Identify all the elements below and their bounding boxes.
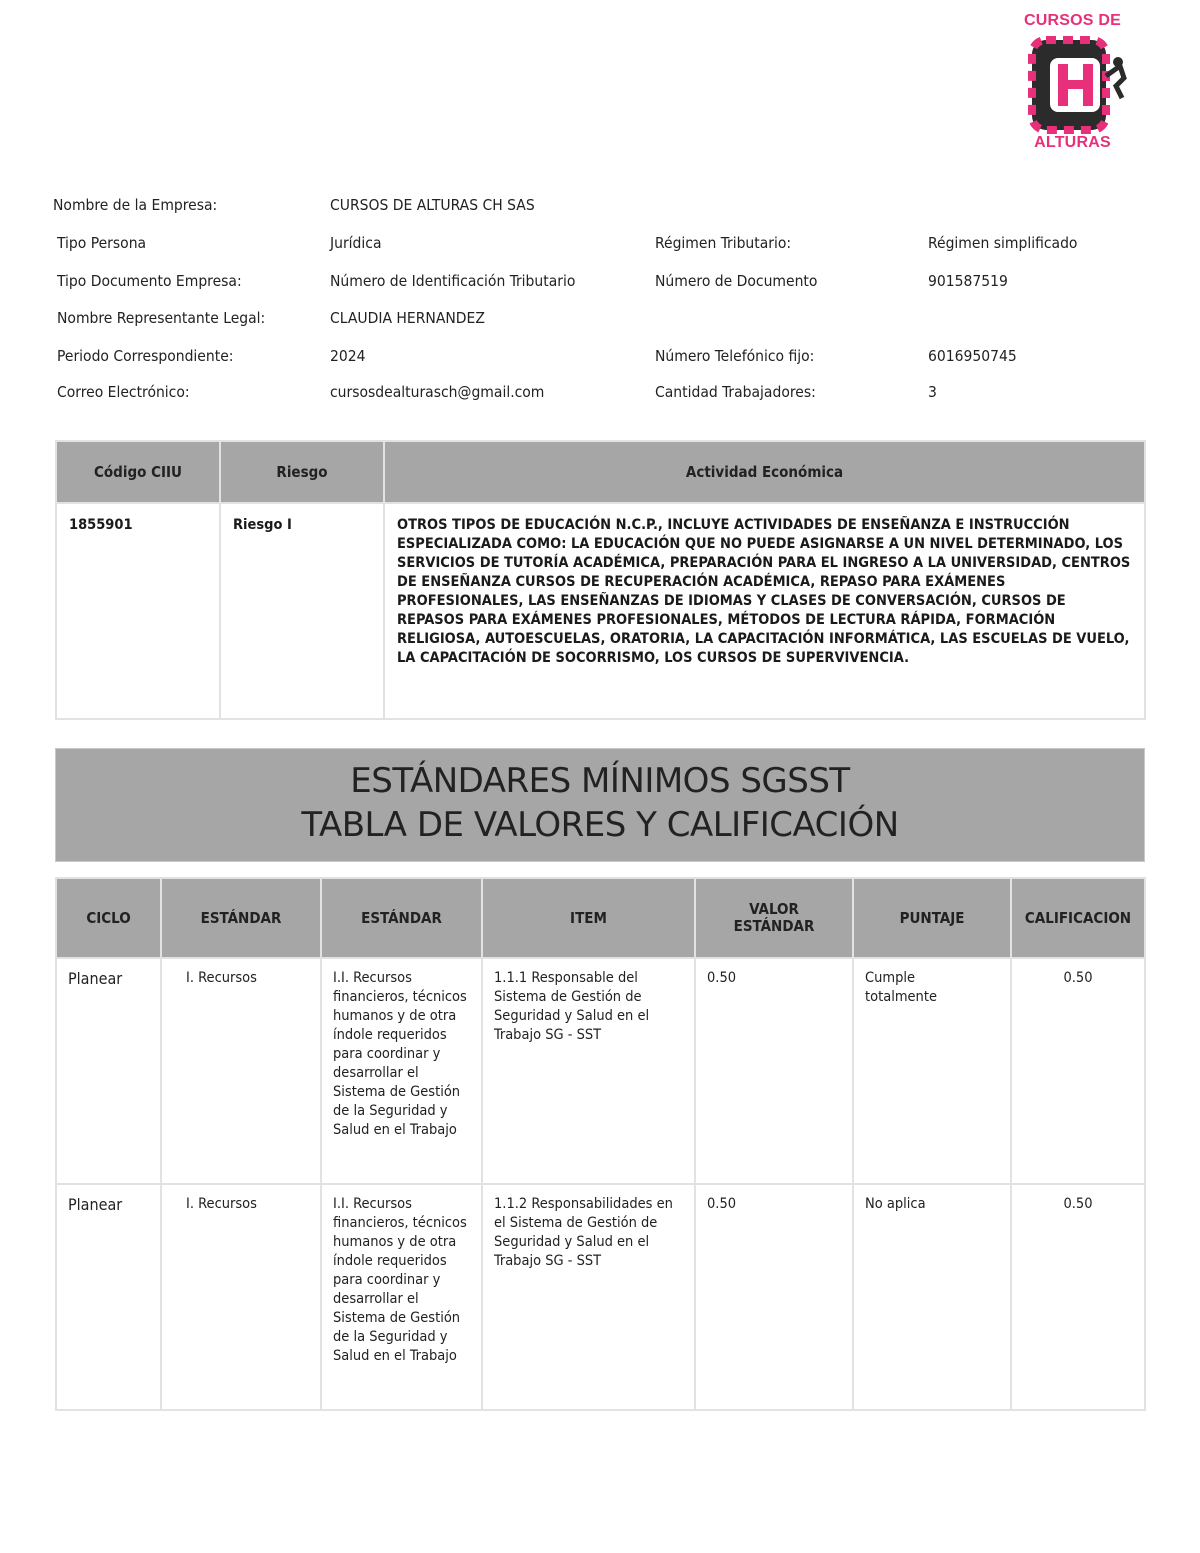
ciiu-codigo-cell: 1855901 [56, 503, 220, 719]
tipo-persona-label: Tipo Persona [57, 234, 147, 252]
regimen-value: Régimen simplificado [928, 234, 1078, 252]
estandar-cell: I. Recursos [161, 958, 321, 1184]
trabajadores-value: 3 [928, 383, 937, 401]
tipo-documento-value: Número de Identificación Tributario [330, 272, 576, 290]
periodo-value: 2024 [330, 347, 366, 365]
logo-text-top: CURSOS DE [1024, 12, 1121, 29]
telefono-label: Número Telefónico fijo: [655, 347, 815, 365]
header-ciclo: CICLO [56, 878, 161, 958]
standards-header-row [56, 878, 1145, 958]
trabajadores-label: Cantidad Trabajadores: [655, 383, 816, 401]
header-item: ITEM [482, 878, 695, 958]
standards-table [55, 877, 1146, 1411]
numero-documento-value: 901587519 [928, 272, 1008, 290]
table-row [56, 958, 1145, 1184]
periodo-label: Periodo Correspondiente: [57, 347, 234, 365]
ciiu-header-codigo: Código CIIU [56, 441, 220, 503]
banner-title-line2: TABLA DE VALORES Y CALIFICACIÓN [301, 805, 899, 845]
ciclo-cell: Planear [56, 1184, 161, 1410]
tipo-persona-value: Jurídica [330, 234, 382, 252]
estandar-cell: I. Recursos [161, 1184, 321, 1410]
empresa-value: CURSOS DE ALTURAS CH SAS [330, 196, 535, 214]
ciiu-header-actividad: Actividad Económica [384, 441, 1145, 503]
estandar-detalle-cell: I.I. Recursos financieros, técnicos humanos y de otra índole requeridos para coordinar y desarrollar el Sistema de Gestión de la Seguridad y Salud en el Trabajo [321, 958, 482, 1184]
representante-value: CLAUDIA HERNANDEZ [330, 309, 485, 327]
puntaje-cell: No aplica [853, 1184, 1011, 1410]
header-estandar-detalle: ESTÁNDAR [321, 878, 482, 958]
logo-ch-emblem-icon [1028, 36, 1128, 134]
item-cell: 1.1.1 Responsable del Sistema de Gestión de Seguridad y Salud en el Trabajo SG - SST [482, 958, 695, 1184]
ciclo-cell: Planear [56, 958, 161, 1184]
header-estandar: ESTÁNDAR [161, 878, 321, 958]
tipo-documento-label: Tipo Documento Empresa: [57, 272, 242, 290]
numero-documento-label: Número de Documento [655, 272, 818, 290]
logo-text-bottom: ALTURAS [1034, 134, 1111, 151]
regimen-label: Régimen Tributario: [655, 234, 792, 252]
telefono-value: 6016950745 [928, 347, 1017, 365]
item-cell: 1.1.2 Responsabilidades en el Sistema de Gestión de Seguridad y Salud en el Trabajo SG - SST [482, 1184, 695, 1410]
header-calificacion: CALIFICACION [1011, 878, 1145, 958]
company-logo [1010, 10, 1135, 152]
banner-title-line1: ESTÁNDARES MÍNIMOS SGSST [350, 761, 850, 801]
ciiu-riesgo-cell: Riesgo I [220, 503, 384, 719]
puntaje-cell: Cumple totalmente [853, 958, 1011, 1184]
correo-label: Correo Electrónico: [57, 383, 190, 401]
ciiu-header-riesgo: Riesgo [220, 441, 384, 503]
ciiu-actividad-cell: OTROS TIPOS DE EDUCACIÓN N.C.P., INCLUYE ACTIVIDADES DE ENSEÑANZA E INSTRUCCIÓN ESPECIALIZADA COMO: LA EDUCACIÓN QUE NO PUEDE ASIGNARSE A UN NIVEL DETERMINADO, LOS SERVICIOS DE TUTORÍA ACADÉMICA, PREPARACIÓN PARA EL INGRESO A LA UNIVERSIDAD, CENTROS DE ENSEÑANZA CURSOS DE RECUPERACIÓN ACADÉMICA, REPASO PARA EXÁMENES PROFESIONALES, LAS ENSEÑANZAS DE IDIOMAS Y CLASES DE CONVERSACIÓN, CURSOS DE REPASOS PARA EXÁMENES PROFESIONALES, MÉTODOS DE LECTURA RÁPIDA, FORMACIÓN RELIGIOSA, AUTOESCUELAS, ORATORIA, LA CAPACITACIÓN INFORMÁTICA, LAS ESCUELAS DE VUELO, LA CAPACITACIÓN DE SOCORRISMO, LOS CURSOS DE SUPERVIVENCIA. [384, 503, 1145, 719]
header-valor-estandar: VALOR ESTÁNDAR [695, 878, 853, 958]
header-puntaje: PUNTAJE [853, 878, 1011, 958]
ciiu-table [55, 440, 1146, 720]
standards-banner [55, 748, 1145, 862]
valor-cell: 0.50 [695, 958, 853, 1184]
representante-label: Nombre Representante Legal: [57, 309, 266, 327]
table-row [56, 503, 1145, 719]
calificacion-cell: 0.50 [1011, 958, 1145, 1184]
table-row [56, 1184, 1145, 1410]
estandar-detalle-cell: I.I. Recursos financieros, técnicos humanos y de otra índole requeridos para coordinar y desarrollar el Sistema de Gestión de la Seguridad y Salud en el Trabajo [321, 1184, 482, 1410]
empresa-label: Nombre de la Empresa: [53, 196, 218, 214]
valor-cell: 0.50 [695, 1184, 853, 1410]
correo-value: cursosdealturasch@gmail.com [330, 383, 545, 401]
calificacion-cell: 0.50 [1011, 1184, 1145, 1410]
ciiu-header-row [56, 441, 1145, 503]
